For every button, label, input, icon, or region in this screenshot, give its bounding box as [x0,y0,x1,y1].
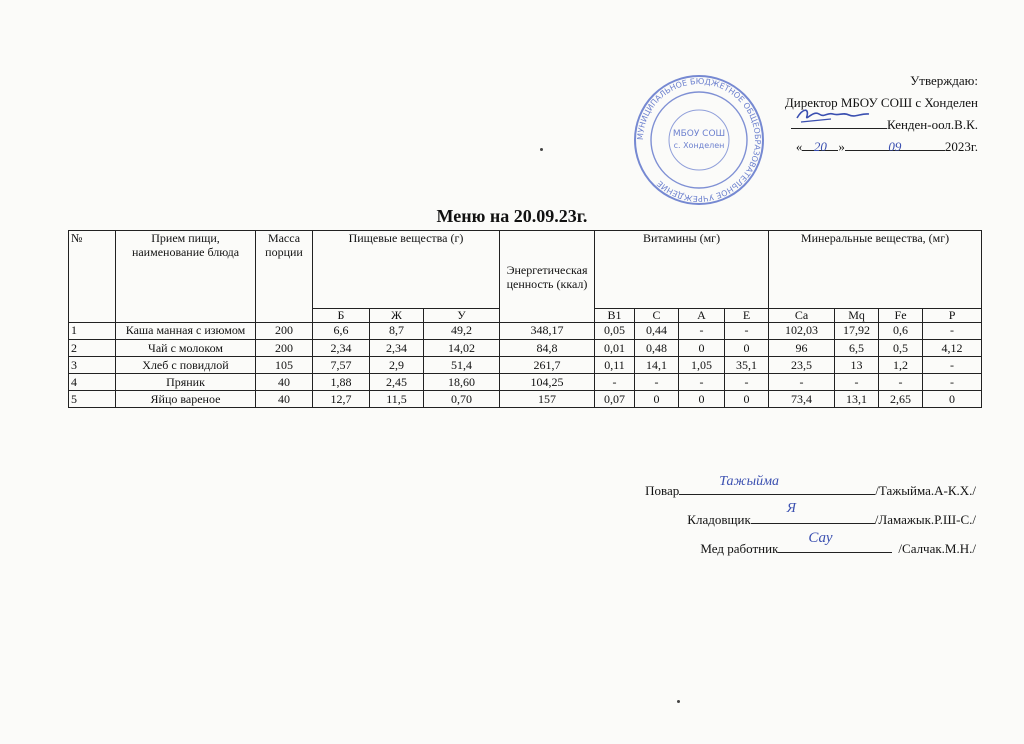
cell-a: 0 [679,391,725,408]
signature-storekeeper [687,501,976,528]
cell-b1: 0,07 [595,391,635,408]
official-stamp-icon [631,72,767,208]
header-energy: Энергетическая ценность (ккал) [500,231,595,323]
cell-mg: 13,1 [835,391,879,408]
director-name: Кенден-оол.В.К. [887,117,978,132]
cell-u: 49,2 [424,323,500,340]
approval-signature-line [785,114,978,136]
cell-b1: 0,01 [595,340,635,357]
cell-b1: 0,11 [595,357,635,374]
storekeeper-name: /Ламажык.Р.Ш-С./ [874,512,976,527]
cell-a: 0 [679,340,725,357]
cell-b: 6,6 [313,323,370,340]
cell-zh: 2,34 [370,340,424,357]
header-num: № [69,231,116,323]
cell-energy: 157 [500,391,595,408]
cell-p: 0 [923,391,982,408]
cell-fe: 0,5 [879,340,923,357]
signature-cook [645,474,976,499]
cell-e: 0 [725,391,769,408]
svg-text:с. Хонделен: с. Хонделен [673,141,725,150]
subheader-cell: B1 [595,309,635,323]
cell-c: 0,48 [635,340,679,357]
cell-c: 0,44 [635,323,679,340]
cell-fe: - [879,374,923,391]
table-row [69,374,982,391]
table-row [69,357,982,374]
cell-ca: 102,03 [769,323,835,340]
medic-signature-line [778,530,892,553]
cell-c: 14,1 [635,357,679,374]
cell-num: 5 [69,391,116,408]
cell-name: Чай с молоком [116,340,256,357]
cell-fe: 2,65 [879,391,923,408]
header-minerals: Минеральные вещества, (мг) [769,231,982,309]
cell-num: 2 [69,340,116,357]
cell-b1: - [595,374,635,391]
subheader-cell: E [725,309,769,323]
director-signature [791,114,887,129]
approval-block [785,70,978,158]
cell-b: 7,57 [313,357,370,374]
cell-p: - [923,323,982,340]
cell-mass: 200 [256,323,313,340]
cell-zh: 2,45 [370,374,424,391]
cook-name: /Тажыйма.А-К.Х./ [875,483,976,498]
subheader-cell: Ж [370,309,424,323]
cell-mass: 40 [256,391,313,408]
menu-table [68,230,982,408]
cell-a: - [679,323,725,340]
date-month: 09 [845,136,945,151]
svg-text:МУНИЦИПАЛЬНОЕ БЮДЖЕТНОЕ ОБЩЕОБ: МУНИЦИПАЛЬНОЕ БЮДЖЕТНОЕ ОБЩЕОБРАЗОВАТЕЛЬНОЕ УЧРЕЖДЕНИЕ [635,76,763,204]
header-mass: Масса порции [256,231,313,323]
handwritten-signature-icon [791,104,887,126]
date-quote-close: » [838,139,845,154]
subheader-cell: C [635,309,679,323]
subheader-cell: P [923,309,982,323]
cell-p: - [923,357,982,374]
cell-e: - [725,323,769,340]
cell-num: 3 [69,357,116,374]
cell-fe: 1,2 [879,357,923,374]
cell-b: 2,34 [313,340,370,357]
cell-mg: 13 [835,357,879,374]
header-vitamins: Витамины (мг) [595,231,769,309]
cook-signature-line [679,474,875,495]
cell-u: 51,4 [424,357,500,374]
cell-c: 0 [635,391,679,408]
cell-zh: 11,5 [370,391,424,408]
speck [677,700,680,703]
medic-signature: Сау [808,530,833,546]
cell-b: 1,88 [313,374,370,391]
cell-mg: - [835,374,879,391]
cell-u: 0,70 [424,391,500,408]
cell-ca: - [769,374,835,391]
subheader-cell: У [424,309,500,323]
speck [540,148,543,151]
storekeeper-role: Кладовщик [687,512,751,527]
approval-heading: Утверждаю: [910,73,978,88]
subheader-cell: Fe [879,309,923,323]
cell-ca: 23,5 [769,357,835,374]
signature-medic [700,530,976,557]
cell-name: Хлеб с повидлой [116,357,256,374]
cell-mg: 17,92 [835,323,879,340]
cell-mass: 40 [256,374,313,391]
svg-text:МБОУ СОШ: МБОУ СОШ [672,129,726,139]
cell-u: 18,60 [424,374,500,391]
cell-ca: 96 [769,340,835,357]
storekeeper-signature-line [751,501,875,524]
cell-mass: 105 [256,357,313,374]
cell-c: - [635,374,679,391]
cell-name: Каша манная с изюмом [116,323,256,340]
cell-energy: 261,7 [500,357,595,374]
cell-a: 1,05 [679,357,725,374]
page-title: Меню на 20.09.23г. [436,206,588,226]
subheader-cell: A [679,309,725,323]
table-row [69,391,982,408]
cell-energy: 84,8 [500,340,595,357]
date-day: 20 [802,136,838,151]
cell-e: 0 [725,340,769,357]
approval-date [785,136,978,158]
cook-signature: Тажыйма [719,474,779,489]
cell-p: - [923,374,982,391]
cell-num: 4 [69,374,116,391]
table-row [69,323,982,340]
cell-name: Яйцо вареное [116,391,256,408]
cell-fe: 0,6 [879,323,923,340]
cell-mass: 200 [256,340,313,357]
storekeeper-signature: Я [786,501,796,516]
cell-name: Пряник [116,374,256,391]
cook-role: Повар [645,483,680,498]
subheader-cell: Ca [769,309,835,323]
subheader-cell: Mq [835,309,879,323]
table-row [69,340,982,357]
medic-name: /Салчак.М.Н./ [898,541,976,556]
cell-energy: 348,17 [500,323,595,340]
cell-e: 35,1 [725,357,769,374]
cell-u: 14,02 [424,340,500,357]
cell-energy: 104,25 [500,374,595,391]
subheader-cell: Б [313,309,370,323]
cell-e: - [725,374,769,391]
cell-zh: 2,9 [370,357,424,374]
cell-zh: 8,7 [370,323,424,340]
cell-a: - [679,374,725,391]
cell-ca: 73,4 [769,391,835,408]
medic-role: Мед работник [700,541,779,556]
cell-b1: 0,05 [595,323,635,340]
approval-director: Директор МБОУ СОШ с Хонделен [784,95,978,110]
cell-mg: 6,5 [835,340,879,357]
cell-b: 12,7 [313,391,370,408]
cell-p: 4,12 [923,340,982,357]
header-meal: Прием пищи, наименование блюда [116,231,256,323]
date-year: 2023г. [944,139,978,154]
date-quote-open: « [795,139,803,154]
cell-num: 1 [69,323,116,340]
menu-table-body [69,323,982,408]
header-nutrients: Пищевые вещества (г) [313,231,500,309]
